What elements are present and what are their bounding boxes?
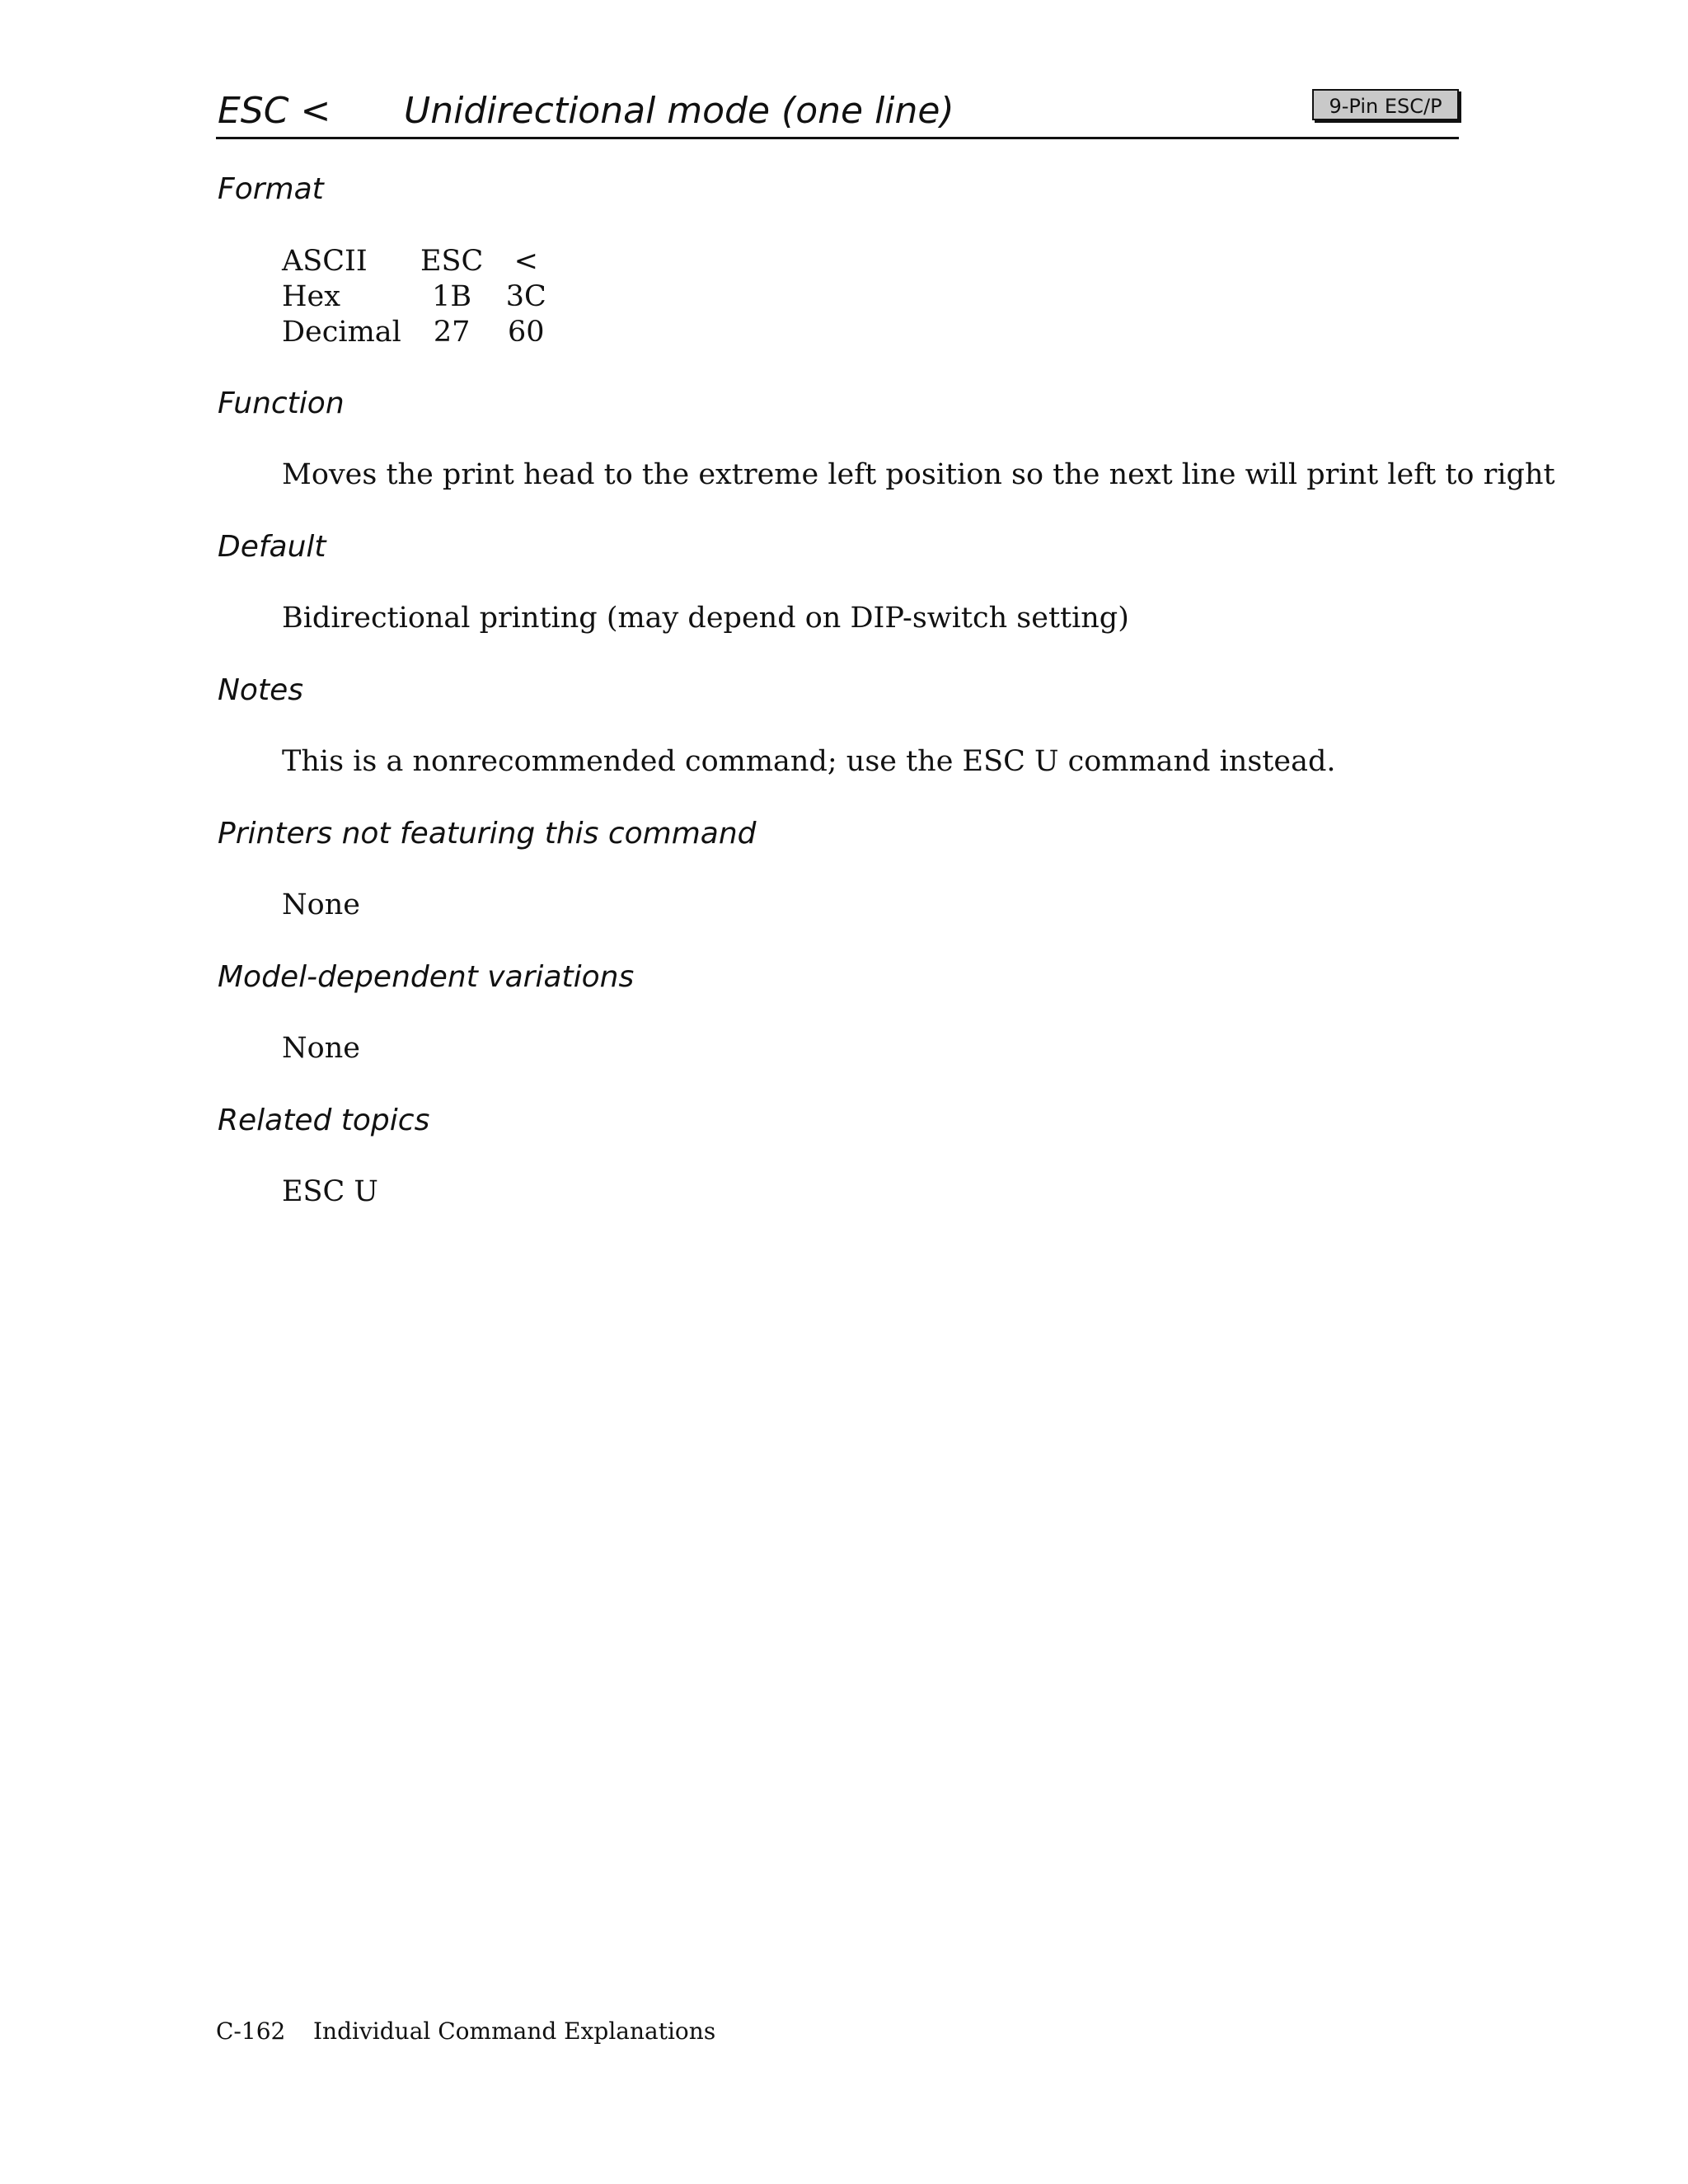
printer-type-badge: 9-Pin ESC/P xyxy=(1312,89,1459,120)
format-value: 27 xyxy=(433,316,471,349)
notes-text: This is a nonrecommended command; use the ESC U command instead. xyxy=(282,745,1336,778)
command-title: Unidirectional mode (one line) xyxy=(404,90,954,132)
function-heading: Function xyxy=(218,387,345,420)
function-text: Moves the print head to the extreme left position so the next line will print left to right xyxy=(282,458,1555,491)
format-label: Decimal xyxy=(282,316,401,349)
format-row-ascii xyxy=(282,244,569,279)
default-text: Bidirectional printing (may depend on DIP-switch setting) xyxy=(282,602,1129,635)
printers-not-featuring-text: None xyxy=(282,888,360,921)
model-variations-text: None xyxy=(282,1032,360,1065)
format-value: 3C xyxy=(505,280,546,313)
related-topics-heading: Related topics xyxy=(218,1104,430,1137)
format-value: < xyxy=(513,245,538,278)
format-value: ESC xyxy=(420,245,484,278)
related-topics-text: ESC U xyxy=(282,1175,378,1208)
format-table xyxy=(282,244,569,350)
default-heading: Default xyxy=(218,530,326,564)
format-value: 1B xyxy=(432,280,472,313)
command-header xyxy=(216,87,1459,139)
format-heading: Format xyxy=(218,172,324,206)
format-row-decimal xyxy=(282,315,569,350)
footer-section-title: Individual Command Explanations xyxy=(313,2018,716,2045)
printers-not-featuring-heading: Printers not featuring this command xyxy=(218,817,757,851)
format-label: Hex xyxy=(282,280,340,313)
command-code: ESC < xyxy=(218,90,331,132)
footer-page-number: C-162 xyxy=(216,2018,286,2045)
format-row-hex xyxy=(282,279,569,315)
format-label: ASCII xyxy=(282,245,368,278)
format-value: 60 xyxy=(508,316,545,349)
notes-heading: Notes xyxy=(218,673,303,707)
model-variations-heading: Model-dependent variations xyxy=(218,960,635,994)
